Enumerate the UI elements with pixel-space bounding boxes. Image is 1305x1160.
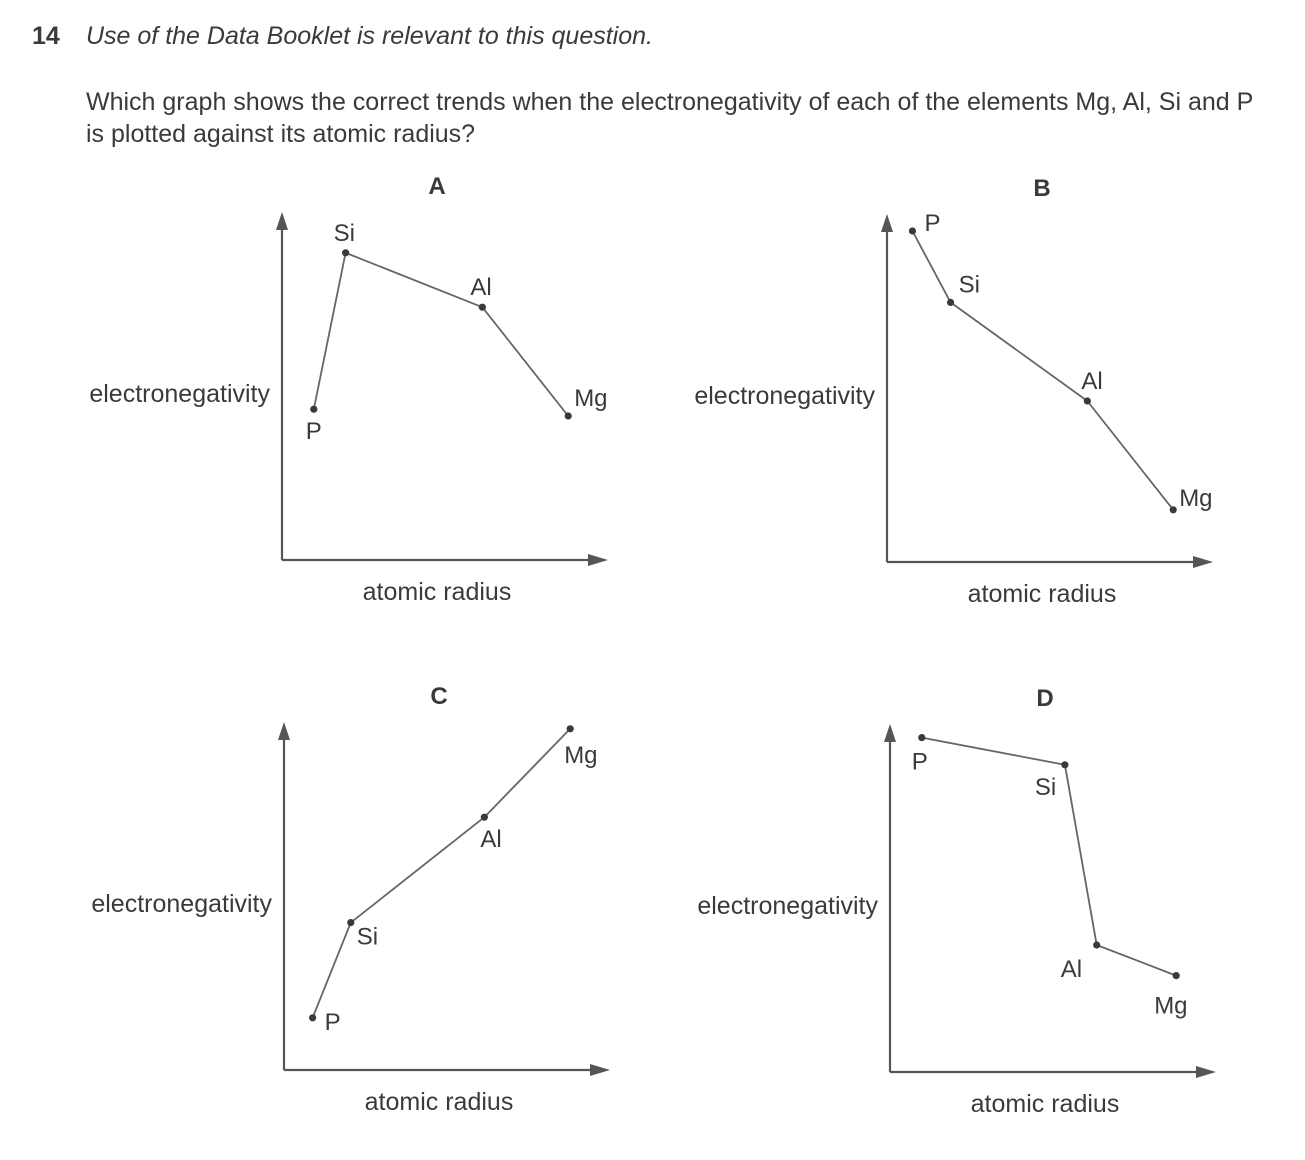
- graph-d-svg: [668, 682, 1268, 1152]
- data-label-al: Al: [1060, 956, 1083, 983]
- y-axis-arrow: [278, 722, 290, 740]
- question-number: 14: [32, 22, 60, 50]
- graph-d-title: D: [1036, 685, 1054, 712]
- data-point-p: [918, 734, 925, 741]
- data-label-si: Si: [1034, 773, 1057, 801]
- data-point-al: [1084, 397, 1091, 404]
- y-axis-label: electronegativity: [89, 380, 270, 408]
- data-point-mg: [567, 725, 574, 732]
- x-axis-arrow: [590, 1064, 610, 1076]
- data-point-p: [909, 227, 916, 234]
- data-label-p: P: [924, 210, 941, 237]
- series-segment: [346, 253, 483, 307]
- x-axis-arrow: [1196, 1066, 1216, 1078]
- graph-a-svg: [60, 170, 660, 640]
- graph-b: [665, 172, 1265, 642]
- data-point-al: [479, 304, 486, 311]
- x-axis-label: atomic radius: [970, 1090, 1120, 1118]
- x-axis-label: atomic radius: [362, 578, 512, 606]
- x-axis-label: atomic radius: [364, 1088, 514, 1116]
- graph-b-svg: [665, 172, 1265, 642]
- data-point-p: [310, 406, 317, 413]
- series-segment: [951, 302, 1088, 401]
- data-point-al: [1093, 941, 1100, 948]
- series-segment: [1065, 765, 1097, 945]
- data-point-al: [481, 814, 488, 821]
- graph-b-title: B: [1033, 175, 1051, 202]
- data-point-si: [342, 249, 349, 256]
- data-label-p: P: [324, 1008, 341, 1036]
- data-label-p: P: [305, 418, 322, 446]
- data-point-si: [1061, 761, 1068, 768]
- series-segment: [1087, 401, 1173, 510]
- data-label-al: Al: [470, 274, 492, 302]
- data-point-mg: [565, 412, 572, 419]
- series-segment: [313, 923, 351, 1018]
- data-label-mg: Mg: [574, 385, 608, 412]
- y-axis-label: electronegativity: [694, 382, 875, 410]
- y-axis-arrow: [884, 724, 896, 742]
- data-point-si: [947, 299, 954, 306]
- graph-c: [62, 680, 662, 1150]
- data-label-al: Al: [480, 826, 502, 854]
- series-segment: [484, 729, 570, 817]
- series-segment: [1097, 945, 1177, 976]
- series-segment: [351, 817, 485, 922]
- graph-a: [60, 170, 660, 640]
- data-label-si: Si: [356, 923, 379, 951]
- data-point-p: [309, 1014, 316, 1021]
- question-instruction: Use of the Data Booklet is relevant to this question.: [86, 22, 653, 50]
- x-axis-label: atomic radius: [967, 580, 1117, 608]
- series-segment: [922, 738, 1065, 765]
- y-axis-label: electronegativity: [697, 892, 878, 920]
- graph-a-title: A: [428, 173, 446, 200]
- data-label-al: Al: [1081, 368, 1103, 395]
- data-label-p: P: [911, 748, 928, 776]
- graph-c-title: C: [430, 683, 448, 710]
- data-label-si: Si: [333, 219, 355, 247]
- series-segment: [314, 253, 346, 409]
- series-segment: [482, 307, 568, 416]
- graph-c-svg: [62, 680, 662, 1150]
- y-axis-label: electronegativity: [91, 890, 272, 918]
- y-axis-arrow: [881, 214, 893, 232]
- graph-d: [668, 682, 1268, 1152]
- question-text: Which graph shows the correct trends when the electronegativity of each of the elements Mg, Al, Si and P is plotted against its atomic radius?: [86, 88, 1253, 148]
- data-label-mg: Mg: [564, 741, 598, 769]
- data-label-si: Si: [958, 271, 980, 299]
- x-axis-arrow: [588, 554, 608, 566]
- data-point-mg: [1173, 972, 1180, 979]
- data-label-mg: Mg: [1179, 484, 1213, 512]
- data-point-mg: [1170, 506, 1177, 513]
- data-point-si: [347, 919, 354, 926]
- y-axis-arrow: [276, 212, 288, 230]
- data-label-mg: Mg: [1154, 992, 1188, 1020]
- x-axis-arrow: [1193, 556, 1213, 568]
- series-segment: [912, 231, 950, 302]
